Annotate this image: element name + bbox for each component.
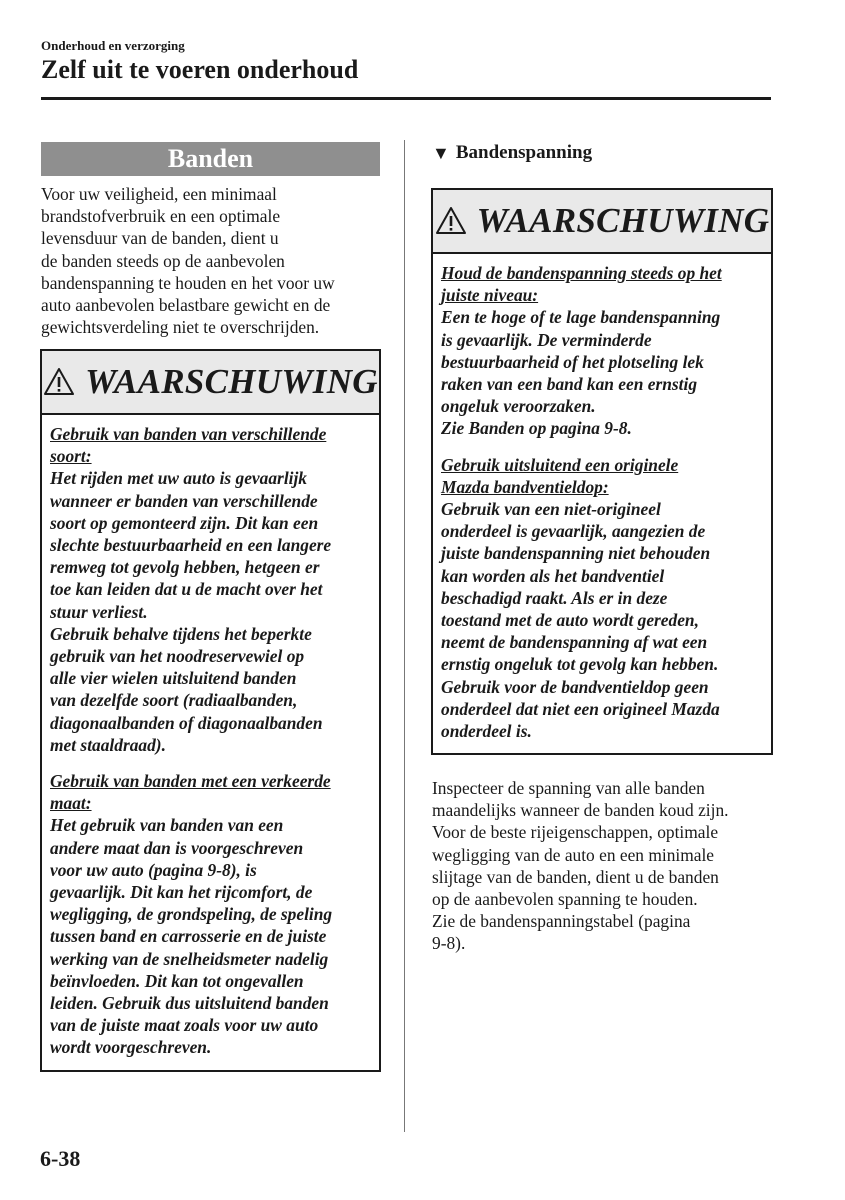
- warning-subtitle: maat:: [50, 793, 92, 814]
- text-line: maandelijks wanneer de banden koud zijn.: [432, 800, 729, 821]
- warning-line: beïnvloeden. Dit kan tot ongevallen: [50, 970, 304, 991]
- warning-line: ongeluk veroorzaken.: [441, 396, 596, 417]
- warning-line: gebruik van het noodreservewiel op: [50, 646, 305, 667]
- warning-line: Gebruik voor de bandventieldop geen: [441, 676, 709, 697]
- warning-line: werking van de snelheidsmeter nadelig: [50, 948, 329, 969]
- warning-line: Gebruik behalve tijdens het beperkte: [50, 623, 312, 644]
- warning-line: wordt voorgeschreven.: [50, 1037, 212, 1058]
- warning-line: andere maat dan is voorgeschreven: [50, 837, 304, 858]
- warning-line: wanneer er banden van verschillende: [50, 490, 318, 511]
- warning-line: van dezelfde soort (radiaalbanden,: [50, 690, 298, 711]
- tire-pressure-paragraph: [432, 777, 772, 955]
- warning-line: tussen band en carrosserie en de juiste: [50, 926, 327, 947]
- warning-line: bestuurbaarheid of het plotseling lek: [441, 351, 704, 372]
- warning-line: juiste bandenspanning niet behouden: [441, 543, 711, 564]
- text-line: 9-8).: [432, 933, 466, 954]
- text-line: Inspecteer de spanning van alle banden: [432, 778, 705, 798]
- warning-box-right: [431, 188, 773, 755]
- warning-subtitle: Gebruik uitsluitend een originele: [441, 454, 679, 475]
- warning-title: WAARSCHUWING: [476, 201, 770, 240]
- warning-line: voor uw auto (pagina 9-8), is: [50, 859, 257, 880]
- subheading-bandenspanning: [432, 142, 592, 164]
- warning-header: [433, 190, 771, 254]
- text-line: brandstofverbruik en een optimale: [41, 206, 281, 227]
- warning-line: kan worden als het bandventiel: [441, 565, 665, 586]
- warning-line: slechte bestuurbaarheid en een langere: [50, 535, 332, 556]
- section-kicker: Onderhoud en verzorging: [41, 38, 185, 53]
- warning-line: Een te hoge of te lage bandenspanning: [441, 307, 721, 328]
- warning-line: stuur verliest.: [50, 601, 148, 622]
- warning-line: Het rijden met uw auto is gevaarlijk: [50, 468, 308, 489]
- warning-item: [50, 423, 371, 756]
- warning-subtitle: soort:: [50, 446, 92, 467]
- warning-line: wegligging, de grondspeling, de speling: [50, 904, 333, 925]
- warning-box-left: [40, 349, 381, 1072]
- title-rule: [41, 97, 771, 100]
- warning-subtitle: Mazda bandventieldop:: [441, 476, 609, 497]
- warning-subtitle: Gebruik van banden van verschillende: [50, 424, 327, 444]
- warning-line: is gevaarlijk. De verminderde: [441, 329, 652, 350]
- warning-title: WAARSCHUWING: [85, 362, 378, 401]
- text-line: levensduur van de banden, dient u: [41, 228, 279, 249]
- subheading-label: Bandenspanning: [455, 142, 593, 163]
- text-line: Voor uw veiligheid, een minimaal: [41, 184, 277, 204]
- warning-line: beschadigd raakt. Als er in deze: [441, 587, 668, 608]
- warning-line: Gebruik van een niet-origineel: [441, 499, 661, 520]
- text-line: Voor de beste rijeigenschappen, optimale: [432, 822, 719, 843]
- text-line: bandenspanning te houden en het voor uw: [41, 272, 335, 293]
- warning-item: [441, 262, 763, 440]
- text-line: slijtage van de banden, dient u de banden: [432, 866, 719, 887]
- warning-line: onderdeel is gevaarlijk, aangezien de: [441, 521, 706, 542]
- warning-line: alle vier wielen uitsluitend banden: [50, 668, 297, 689]
- warning-triangle-icon: [435, 206, 467, 236]
- warning-line: ernstig ongeluk tot gevolg kan hebben.: [441, 654, 719, 675]
- warning-subtitle: juiste niveau:: [441, 285, 539, 306]
- text-line: gewichtsverdeling niet te overschrijden.: [41, 317, 320, 338]
- warning-line: Het gebruik van banden van een: [50, 815, 284, 836]
- warning-item: [441, 454, 763, 743]
- warning-line: soort op gemonteerd zijn. Dit kan een: [50, 512, 319, 533]
- page-number: 6-38: [40, 1146, 81, 1171]
- text-line: Zie de bandenspanningstabel (pagina: [432, 911, 691, 932]
- warning-line: Zie Banden op pagina 9-8.: [441, 418, 632, 439]
- warning-line: leiden. Gebruik dus uitsluitend banden: [50, 993, 329, 1014]
- page-title: Zelf uit te voeren onderhoud: [41, 55, 359, 84]
- warning-line: onderdeel dat niet een origineel Mazda: [441, 698, 720, 719]
- warning-line: toestand met de auto wordt gereden,: [441, 610, 699, 631]
- text-line: de banden steeds op de aanbevolen: [41, 250, 285, 271]
- warning-header: [42, 351, 379, 415]
- warning-subtitle: Houd de bandenspanning steeds op het: [441, 263, 722, 283]
- warning-line: remweg tot gevolg hebben, hetgeen er: [50, 557, 320, 578]
- text-line: wegligging van de auto en een minimale: [432, 844, 715, 865]
- warning-subtitle: Gebruik van banden met een verkeerde: [50, 771, 331, 792]
- warning-line: toe kan leiden dat u de macht over het: [50, 579, 323, 600]
- warning-line: met staaldraad).: [50, 734, 166, 755]
- text-line: op de aanbevolen spanning te houden.: [432, 889, 698, 910]
- intro-paragraph: [41, 183, 381, 338]
- column-divider: [404, 140, 405, 1132]
- warning-triangle-icon: [43, 367, 75, 397]
- warning-line: gevaarlijk. Dit kan het rijcomfort, de: [50, 882, 313, 903]
- warning-item: [50, 770, 371, 1059]
- triangle-down-icon: ▼: [432, 142, 450, 163]
- warning-line: diagonaalbanden of diagonaalbanden: [50, 712, 323, 733]
- section-heading-banden: Banden: [41, 142, 380, 176]
- warning-line: van de juiste maat zoals voor uw auto: [50, 1015, 319, 1036]
- warning-line: raken van een band kan een ernstig: [441, 374, 698, 395]
- warning-line: neemt de bandenspanning af wat een: [441, 632, 708, 653]
- warning-line: onderdeel is.: [441, 721, 532, 742]
- text-line: auto aanbevolen belastbare gewicht en de: [41, 295, 331, 316]
